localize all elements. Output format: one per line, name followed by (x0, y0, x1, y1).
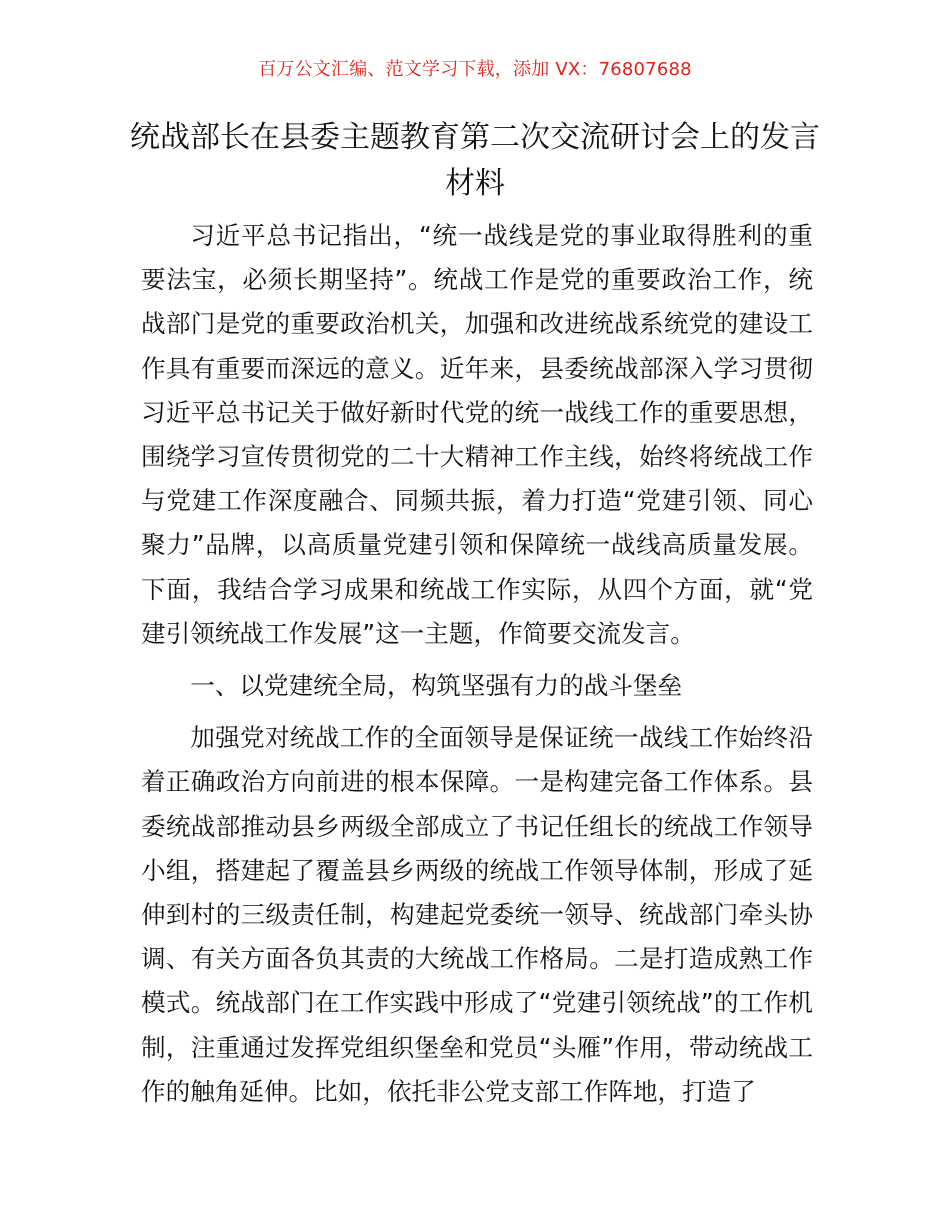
intro-paragraph: 习近平总书记指出，“统一战线是党的事业取得胜利的重要法宝，必须长期坚持”。统战工作是党的重要政治工作，统战部门是党的重要政治机关，加强和改进统战系统党的建设工作具有重要而深远的意义。近年来，县委统战部深入学习贯彻习近平总书记关于做好新时代党的统一战线工作的重要思想，围绕学习宣传贯彻党的二十大精神工作主线，始终将统战工作与党建工作深度融合、同频共振，着力打造“党建引领、同心聚力”品牌，以高质量党建引领和保障统一战线高质量发展。下面，我结合学习成果和统战工作实际，从四个方面，就“党建引领统战工作发展”这一主题，作简要交流发言。 (141, 221, 813, 648)
document-body (141, 214, 813, 1122)
section-heading: 一、以党建统全局，构筑坚强有力的战斗堡垒 (190, 671, 683, 701)
document-title: 统战部长在县委主题教育第二次交流研讨会上的发言材料 (130, 120, 820, 201)
body-paragraph: 加强党对统战工作的全面领导是保证统一战线工作始终沿着正确政治方向前进的根本保障。一是构建完备工作体系。县委统战部推动县乡两级全部成立了书记任组长的统战工作领导小组，搭建起了覆盖县乡两级的统战工作领导体制，形成了延伸到村的三级责任制，构建起党委统一领导、统战部门牵头协调、有关方面各负其责的大统战工作格局。二是打造成熟工作模式。统战部门在工作实践中形成了“党建引领统战”的工作机制，注重通过发挥党组织堡垒和党员“头雁”作用，带动统战工作的触角延伸。比如，依托非公党支部工作阵地，打造了 (141, 723, 813, 1106)
watermark-text: 百万公文汇编、范文学习下载，添加 VX：76807688 (258, 59, 692, 80)
